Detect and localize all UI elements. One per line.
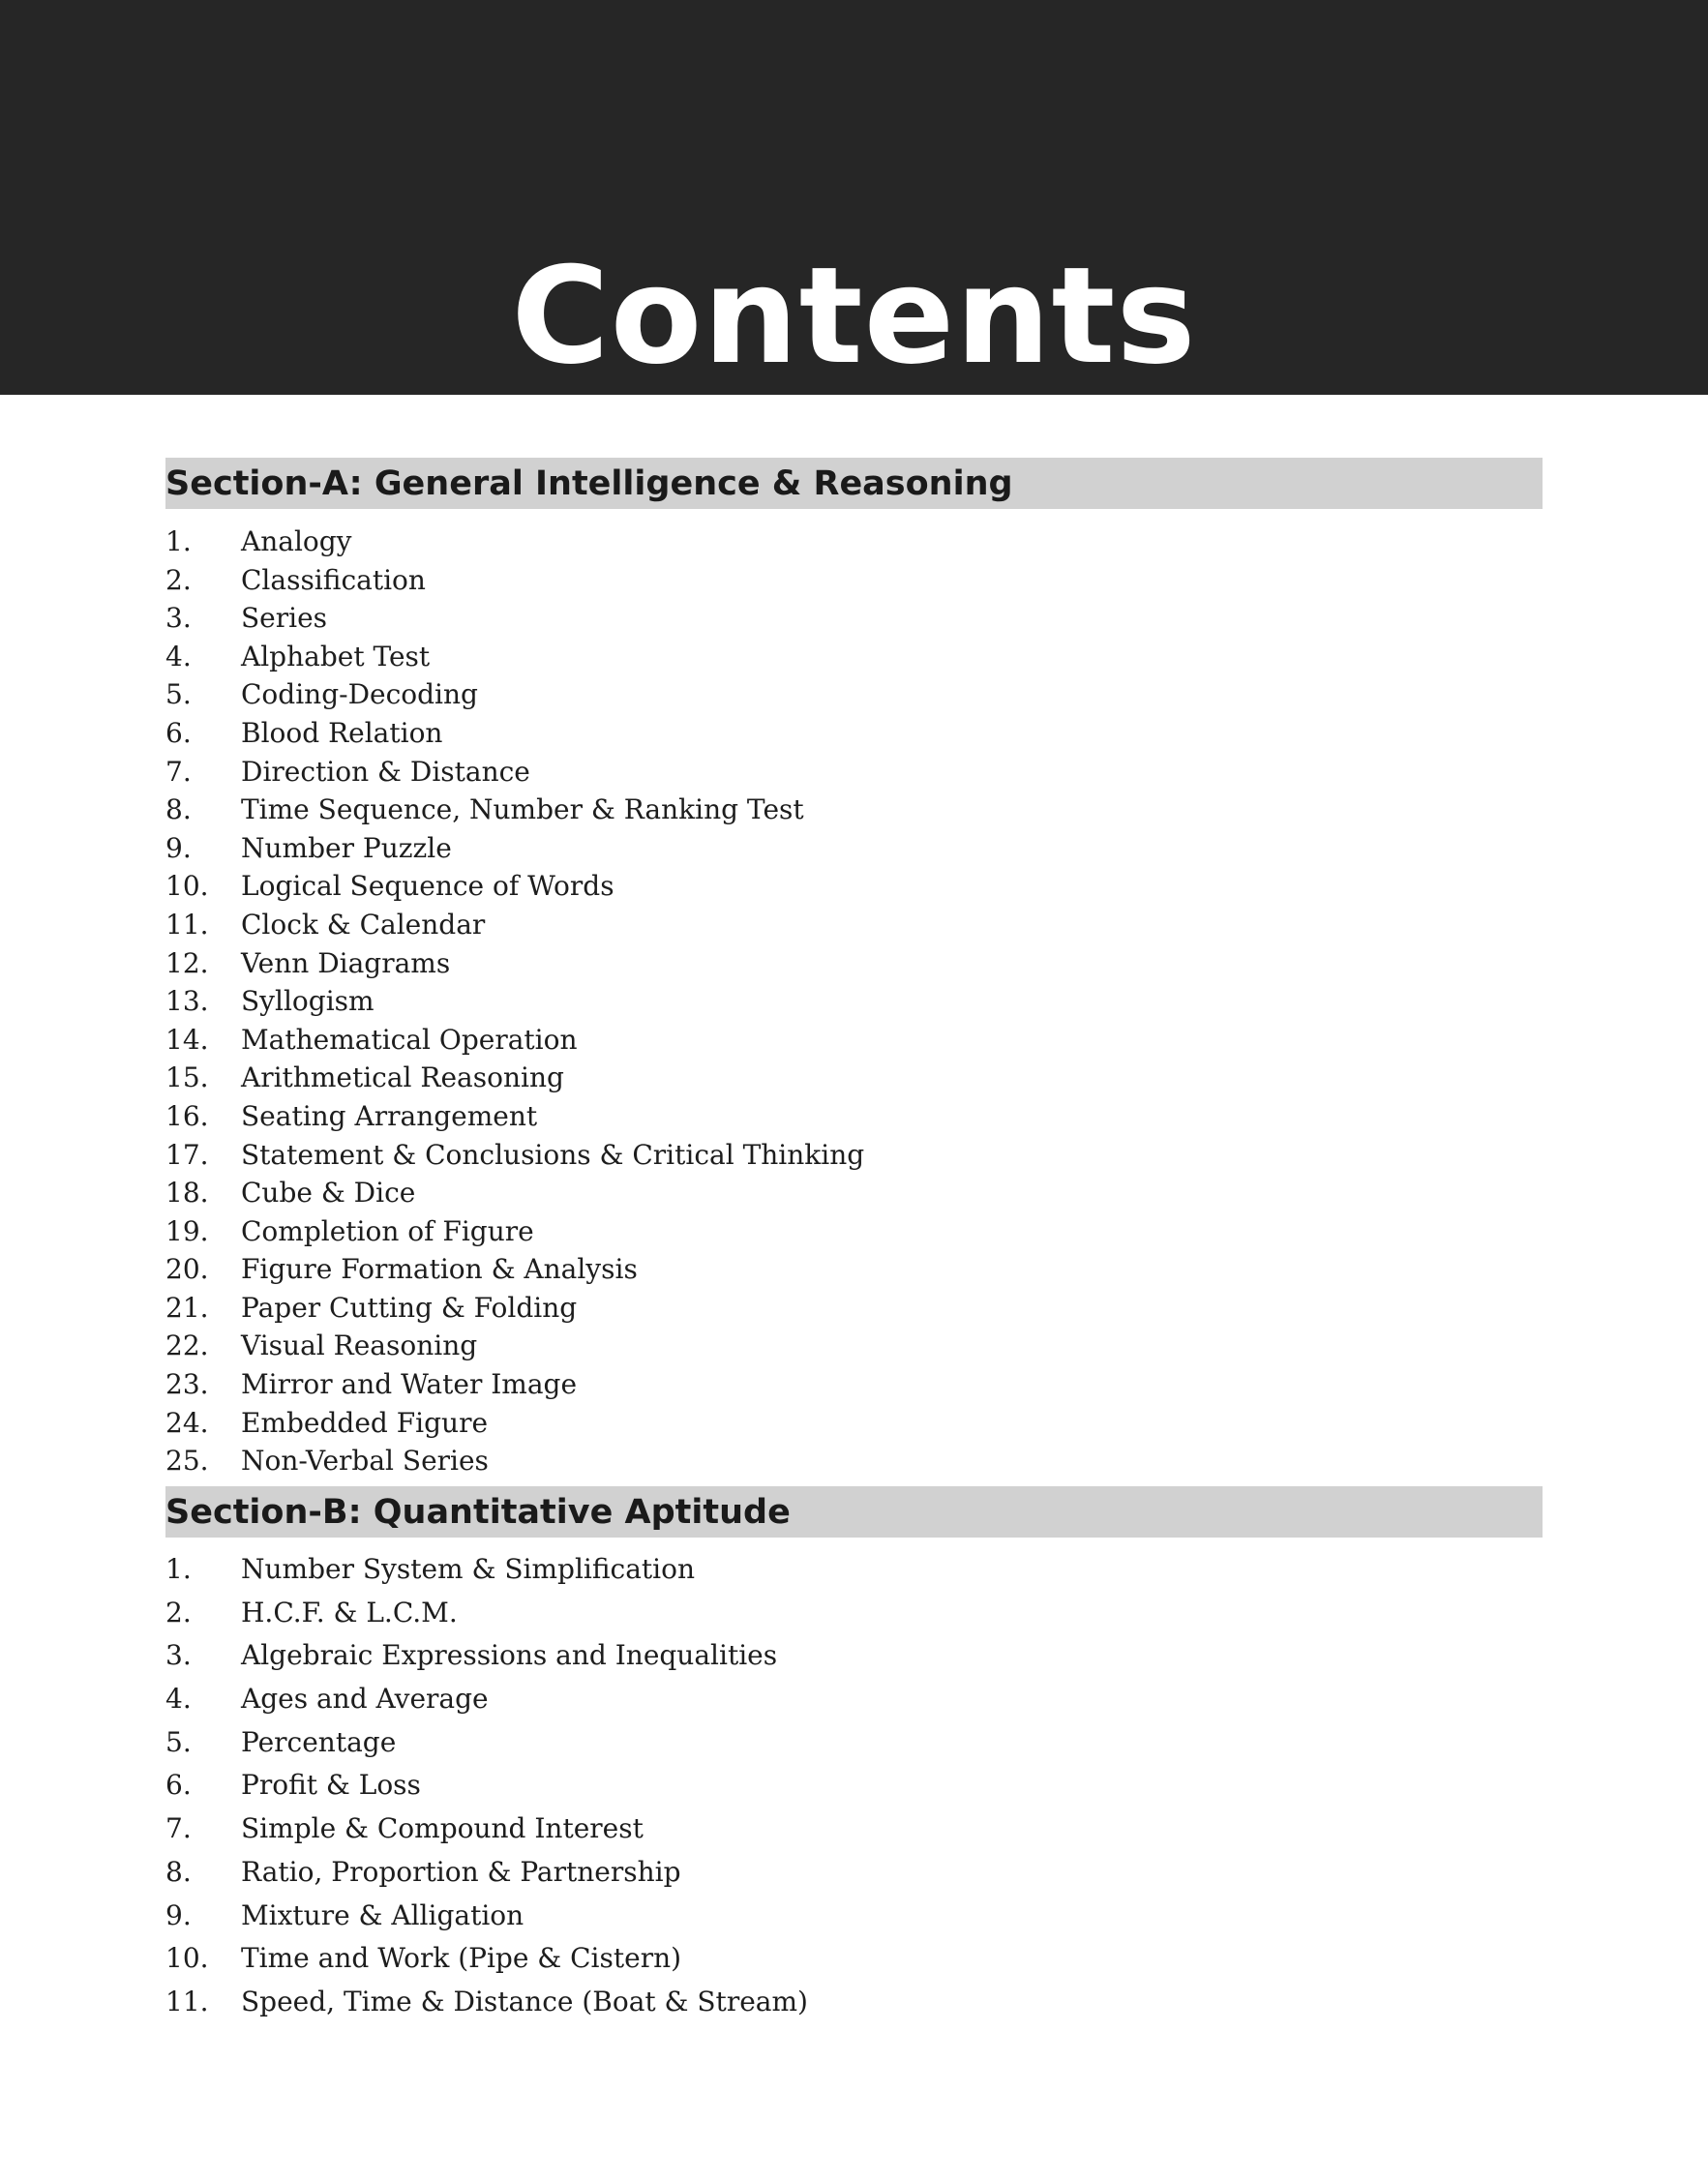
item-number: 4. bbox=[165, 1683, 192, 1716]
item-number: 3. bbox=[165, 602, 192, 635]
item-number: 7. bbox=[165, 755, 192, 788]
item-number: 15. bbox=[165, 1061, 209, 1094]
item-number: 21. bbox=[165, 1291, 209, 1324]
item-number: 6. bbox=[165, 716, 192, 749]
item-number: 23. bbox=[165, 1368, 209, 1401]
item-number: 5. bbox=[165, 678, 192, 711]
item-number: 16. bbox=[165, 1099, 209, 1132]
item-label: Venn Diagrams bbox=[241, 946, 451, 979]
item-label: Alphabet Test bbox=[241, 640, 431, 672]
section-b-title: Section-B: Quantitative Aptitude bbox=[165, 1493, 791, 1532]
item-label: Cube & Dice bbox=[241, 1177, 416, 1210]
item-label: Coding-Decoding bbox=[241, 678, 478, 711]
item-number: 3. bbox=[165, 1639, 192, 1672]
section-a-header bbox=[165, 458, 1543, 509]
item-number: 10. bbox=[165, 870, 209, 903]
item-number: 20. bbox=[165, 1253, 209, 1286]
section-a-title: Section-A: General Intelligence & Reasoning bbox=[165, 464, 1013, 503]
item-label: Direction & Distance bbox=[241, 755, 530, 788]
item-number: 18. bbox=[165, 1177, 209, 1210]
page-title: Contents bbox=[511, 238, 1197, 394]
item-number: 24. bbox=[165, 1406, 209, 1439]
item-label: Mirror and Water Image bbox=[241, 1368, 578, 1401]
item-label: Ratio, Proportion & Partnership bbox=[241, 1855, 681, 1888]
item-number: 17. bbox=[165, 1138, 209, 1171]
item-label: Number System & Simplification bbox=[241, 1553, 695, 1585]
header-band bbox=[0, 0, 1708, 395]
item-label: Syllogism bbox=[241, 985, 375, 1018]
item-label: Seating Arrangement bbox=[241, 1099, 538, 1132]
item-label: Non-Verbal Series bbox=[241, 1445, 489, 1478]
item-number: 12. bbox=[165, 946, 209, 979]
item-number: 5. bbox=[165, 1725, 192, 1758]
item-number: 13. bbox=[165, 985, 209, 1018]
item-number: 2. bbox=[165, 1596, 192, 1628]
item-number: 19. bbox=[165, 1214, 209, 1247]
item-label: Arithmetical Reasoning bbox=[241, 1061, 564, 1094]
item-label: Series bbox=[241, 602, 328, 635]
item-label: Profit & Loss bbox=[241, 1769, 421, 1802]
item-number: 1. bbox=[165, 1553, 192, 1585]
item-label: Number Puzzle bbox=[241, 831, 452, 864]
item-number: 9. bbox=[165, 831, 192, 864]
item-number: 11. bbox=[165, 1985, 209, 2017]
item-label: Speed, Time & Distance (Boat & Stream) bbox=[241, 1985, 808, 2017]
item-number: 8. bbox=[165, 793, 192, 826]
item-number: 25. bbox=[165, 1445, 209, 1478]
item-number: 14. bbox=[165, 1023, 209, 1056]
section-b-header bbox=[165, 1486, 1543, 1538]
item-label: Time Sequence, Number & Ranking Test bbox=[241, 793, 804, 826]
item-label: Mathematical Operation bbox=[241, 1023, 578, 1056]
item-label: Percentage bbox=[241, 1725, 397, 1758]
item-number: 4. bbox=[165, 640, 192, 672]
item-label: Algebraic Expressions and Inequalities bbox=[241, 1639, 778, 1672]
item-number: 8. bbox=[165, 1855, 192, 1888]
item-label: Logical Sequence of Words bbox=[241, 870, 614, 903]
item-label: H.C.F. & L.C.M. bbox=[241, 1596, 458, 1628]
item-number: 6. bbox=[165, 1769, 192, 1802]
item-label: Mixture & Alligation bbox=[241, 1898, 524, 1931]
item-number: 1. bbox=[165, 525, 192, 557]
item-label: Time and Work (Pipe & Cistern) bbox=[241, 1942, 682, 1975]
item-label: Visual Reasoning bbox=[241, 1330, 478, 1362]
item-label: Analogy bbox=[241, 525, 352, 557]
item-number: 11. bbox=[165, 908, 209, 941]
item-label: Paper Cutting & Folding bbox=[241, 1291, 578, 1324]
item-number: 9. bbox=[165, 1898, 192, 1931]
item-label: Classification bbox=[241, 563, 426, 596]
item-label: Completion of Figure bbox=[241, 1214, 534, 1247]
item-label: Blood Relation bbox=[241, 716, 443, 749]
item-label: Statement & Conclusions & Critical Thinking bbox=[241, 1138, 865, 1171]
item-label: Embedded Figure bbox=[241, 1406, 489, 1439]
item-number: 7. bbox=[165, 1812, 192, 1845]
item-label: Figure Formation & Analysis bbox=[241, 1253, 638, 1286]
item-label: Simple & Compound Interest bbox=[241, 1812, 644, 1845]
item-number: 22. bbox=[165, 1330, 209, 1362]
item-label: Ages and Average bbox=[241, 1683, 489, 1716]
item-number: 10. bbox=[165, 1942, 209, 1975]
item-number: 2. bbox=[165, 563, 192, 596]
item-label: Clock & Calendar bbox=[241, 908, 486, 941]
